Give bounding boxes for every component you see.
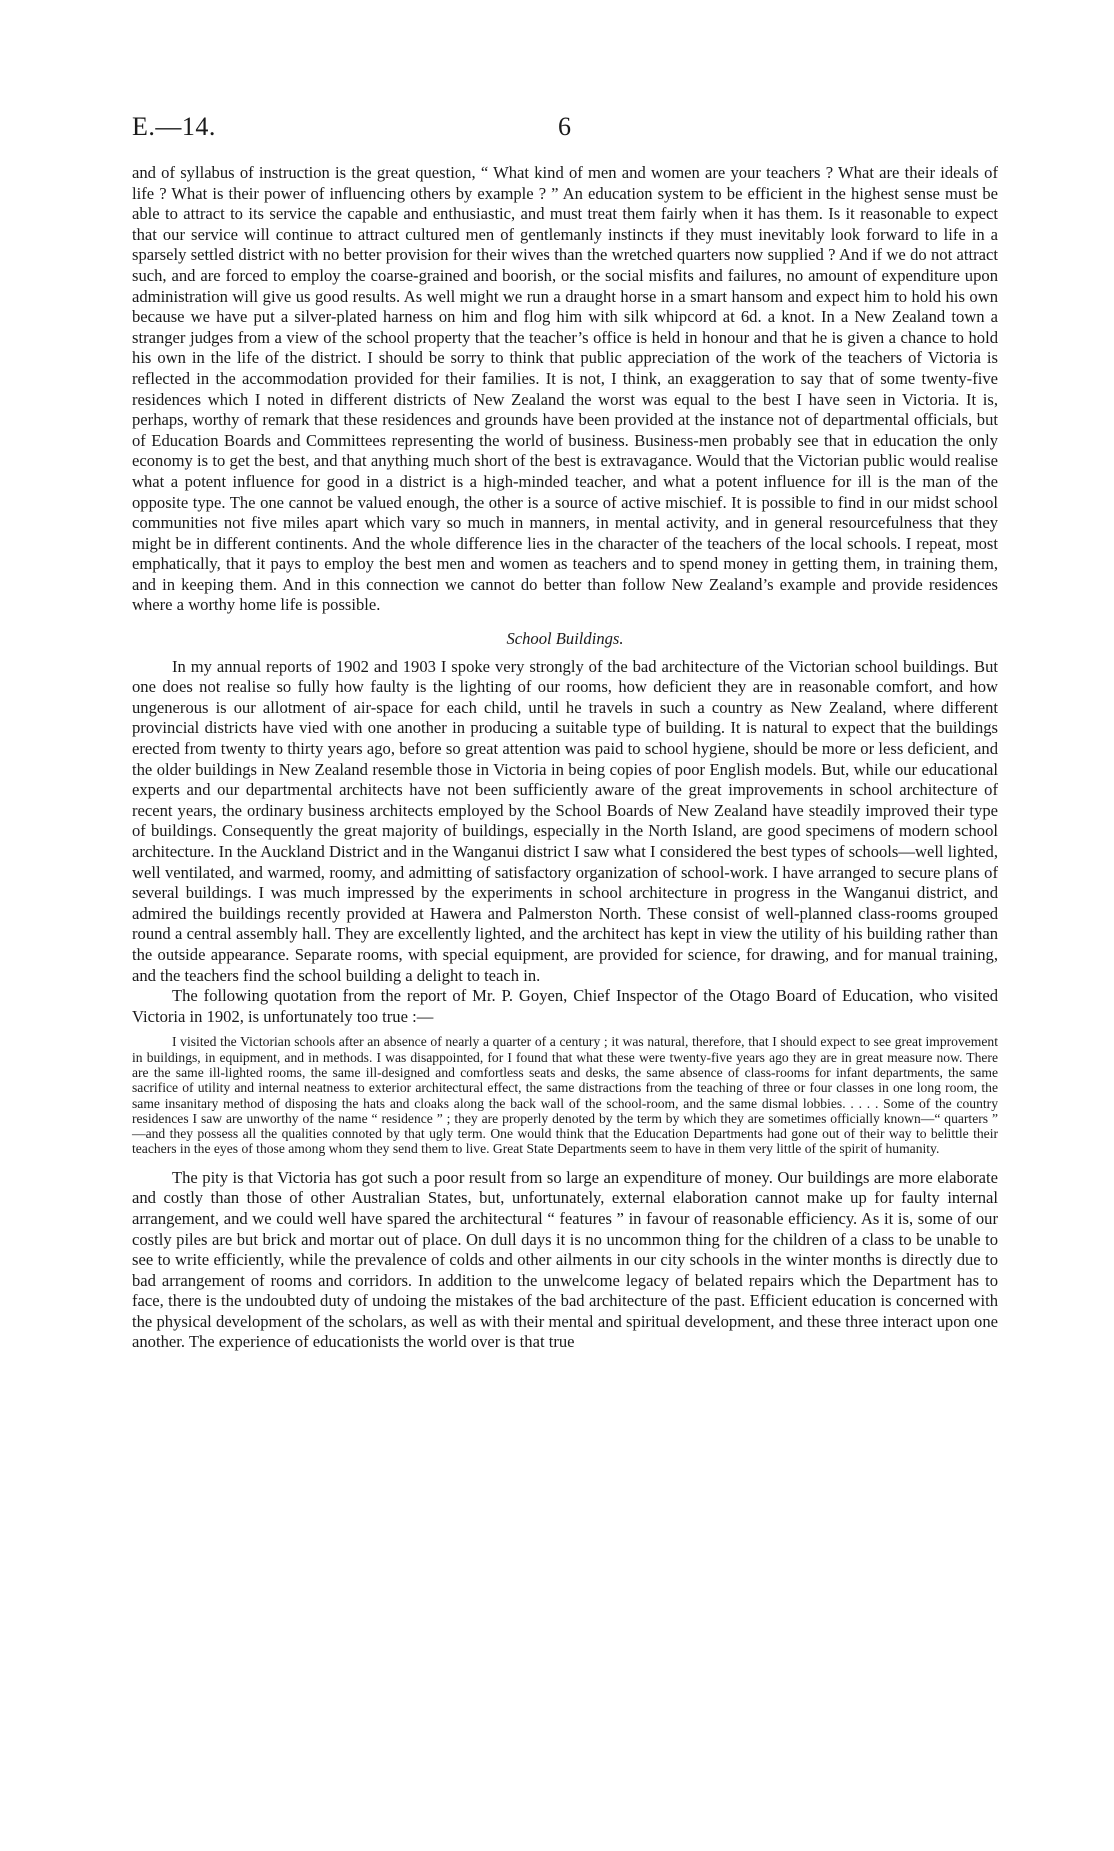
page-header bbox=[132, 112, 998, 146]
paragraph-quotation-intro: The following quotation from the report of Mr. P. Goyen, Chief Inspector of the Otago Board of Education, who visited Victoria in 1902, is unfortunately too true :— bbox=[132, 986, 998, 1026]
paragraph-teachers-residences: and of syllabus of instruction is the great question, “ What kind of men and women are your teachers ? What are their ideals of life ? What is their power of influencing others by example ? ” An education system to be efficient in the highest sense must be able to attract to its service the capable and enthusiastic, and must treat them fairly when it has them. Is it reasonable to expect that our service will continue to attract cultured men of gentlemanly instincts if they must inevitably look forward to life in a sparsely settled district with no better provision for their wives than the wretched quarters now supplied ? And if we do not attract such, and are forced to employ the coarse-grained and boorish, or the social misfits and failures, no amount of expenditure upon administration will give us good results. As well might we run a draught horse in a smart hansom and expect him to hold his own because we have put a silver-plated harness on him and flog him with silk whipcord at 6d. a knot. In a New Zealand town a stranger judges from a view of the school property that the teacher’s office is held in honour and that he is given a chance to hold his own in the life of the district. I should be sorry to think that public appreciation of the work of the teachers of Victoria is reflected in the accommodation provided for their families. It is not, I think, an exaggeration to say that of some twenty-five residences which I noted in different districts of New Zealand the worst was equal to the best I have seen in Victoria. It is, perhaps, worthy of remark that these residences and grounds have been provided at the instance not of departmental officials, but of Education Boards and Committees representing the world of business. Business-men probably see that in education the only economy is to get the best, and that anything much short of the best is extravagance. Would that the Victorian public would realise what a potent influence for good in a district is a high-minded teacher, and what a potent influence for ill is the man of the opposite type. The one cannot be valued enough, the other is a source of active mischief. It is possible to find in our midst school communities not five miles apart which vary so much in manners, in mental activity, and in general resourcefulness that they might be in different continents. And the whole difference lies in the character of the teachers of the local schools. I repeat, most emphatically, that it pays to employ the best men and women as teachers and to spend money in getting them, in training them, and in keeping them. And in this connection we cannot do better than follow New Zealand’s example and provide residences where a worthy home life is possible. bbox=[132, 163, 998, 615]
body-text bbox=[132, 163, 998, 1353]
page-number: 6 bbox=[558, 112, 571, 141]
block-quotation-goyen: I visited the Victorian schools after an absence of nearly a quarter of a century ; it was natural, therefore, that I should expect to see great improvement in buildings, in equipment, and in methods. I was disappointed, for I found that what these were twenty-five years ago they are in great measure now. There are the same ill-lighted rooms, the same ill-designed and comfortless seats and desks, the same absence of class-rooms for infant departments, the same sacrifice of utility and internal neatness to exterior architectural effect, the same distractions from the teaching of three or four classes in one long room, the same insanitary method of disposing the hats and cloaks along the back wall of the school-room, and the same dismal lobbies. . . . . Some of the country residences I saw are unworthy of the name “ residence ” ; they are properly denoted by the term by which they are sometimes officially known—“ quarters ” —and they possess all the qualities connoted by that ugly term. One would think that the Education Departments had gone out of their way to belittle their teachers in the eyes of those among whom they send them to live. Great State Departments seem to have in them very little of the spirit of humanity. bbox=[132, 1034, 998, 1157]
document-reference: E.—14. bbox=[132, 112, 216, 141]
section-heading-school-buildings: School Buildings. bbox=[506, 629, 624, 649]
paragraph-school-architecture: In my annual reports of 1902 and 1903 I spoke very strongly of the bad architecture of the Victorian school buildings. But one does not realise so fully how faulty is the lighting of our rooms, how deficient they are in reasonable comfort, and how ungenerous is our allotment of air-space for each child, until he travels in such a country as New Zealand, where different provincial districts have vied with one another in producing a suitable type of building. It is natural to expect that the buildings erected from twenty to thirty years ago, before so great attention was paid to school hygiene, should be more or less deficient, and the older buildings in New Zealand resemble those in Victoria in being copies of poor English models. But, while our educational experts and our departmental architects have not been sufficiently aware of the great improvements in school architecture of recent years, the ordinary business architects employed by the School Boards of New Zealand have steadily improved their type of buildings. Consequently the great majority of buildings, especially in the North Island, are good specimens of modern school architecture. In the Auckland District and in the Wanganui district I saw what I considered the best types of schools—well lighted, well ventilated, and warmed, roomy, and admitting of satisfactory organization of school-work. I have arranged to secure plans of several buildings. I was much impressed by the experiments in school architecture in progress in the Wanganui district, and admired the buildings recently provided at Hawera and Palmerston North. These consist of well-planned class-rooms grouped round a central assembly hall. They are excellently lighted, and the architect has kept in view the utility of his building rather than the outside appearance. Separate rooms, with special equipment, are provided for science, for drawing, and for manual training, and the teachers find the school building a delight to teach in. bbox=[132, 656, 998, 985]
paragraph-poor-result: The pity is that Victoria has got such a poor result from so large an expenditure of money. Our buildings are more elaborate and costly than those of other Australian States, but, unfortunately, external elaboration cannot make up for faulty internal arrangement, and we could well have spared the architectural “ features ” in favour of reasonable efficiency. As it is, some of our costly piles are but brick and mortar out of place. On dull days it is no uncommon thing for the children of a class to be unable to see to write efficiently, while the prevalence of colds and other ailments in our city schools in the winter months is directly due to bad arrangement of rooms and corridors. In addition to the unwelcome legacy of belated repairs which the Department has to face, there is the undoubted duty of undoing the mistakes of the bad architecture of the past. Efficient education is concerned with the physical development of the scholars, as well as with their mental and spiritual development, and these three interact upon one another. The experience of educationists the world over is that true bbox=[132, 1167, 998, 1352]
